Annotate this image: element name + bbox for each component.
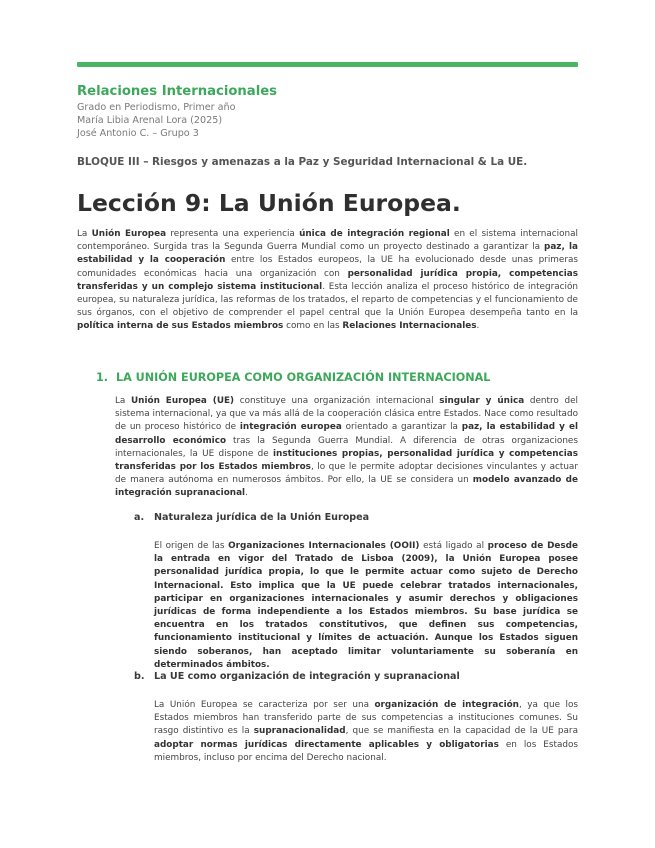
bold-phrase: singular y única — [439, 396, 525, 406]
bold-phrase: personalidad jurídica propia, competencias transferidas y un complejo sistema institucional — [77, 268, 578, 292]
section-1-heading — [96, 370, 578, 385]
subsection-a-heading — [134, 511, 578, 524]
bold-phrase: instituciones propias, personalidad jurídica y competencias transferidas por los Estados miembros — [115, 448, 579, 473]
bold-phrase: modelo avanzado de integración supranacional — [115, 475, 578, 499]
bold-phrase: Unión Europea (UE) — [131, 396, 235, 406]
lesson-name: La Unión Europea. — [218, 189, 461, 217]
section-1-title: LA UNIÓN EUROPEA COMO ORGANIZACIÓN INTERNACIONAL — [116, 371, 491, 384]
bold-phrase: Unión Europea — [91, 229, 167, 239]
bold-phrase: proceso de Desde la entrada en vigor del Tratado de Lisboa (2009), la Unión Europea posee personalidad jurídica propia, lo que le permite actuar como sujeto de Derecho Internacional. Esto implica que la UE puede celebrar tratados internacionales, participar en organizaciones internacionales y asumir derechos y obligaciones jurídicas de forma independiente a los Estados miembros. Su base jurídica se encuentra en los tratados constitutivos, que definen sus competencias, funcionamiento institucional y límites de actuación. Aunque los Estados siguen siendo soberanos, han aceptado limitar voluntariamente su soberanía en determinados ámbitos. — [154, 541, 578, 670]
bold-phrase: organización de integración — [374, 700, 519, 710]
section-1-paragraph: La Unión Europea (UE) constituye una organización internacional singular y única dentro del sistema internacional, ya que va más allá de la cooperación clásica entre Estados. Nace como resultado de un proceso histórico de integración europea orientado a garantizar la paz, la estabilidad y el desarrollo económico tras la Segunda Guerra Mundial. A diferencia de otras organizaciones internacionales, la UE dispone de instituciones propias, personalidad jurídica y competencias transferidas por los Estados miembros, lo que le permite adoptar decisiones vinculantes y actuar de manera autónoma en numerosos ámbitos. Por ello, la UE se considera un modelo avanzado de integración supranacional. — [115, 396, 579, 499]
bold-phrase: paz, la estabilidad y el desarrollo económico — [115, 422, 578, 446]
subsection-b-heading — [134, 670, 578, 683]
bold-phrase: integración europea — [239, 422, 342, 433]
subsection-b-title: La UE como organización de integración y supranacional — [154, 671, 460, 682]
bold-phrase: Organizaciones Internacionales (OOII) — [228, 541, 420, 551]
subsection-b-paragraph: La Unión Europea se caracteriza por ser una organización de integración, ya que los Estados miembros han transferido parte de sus competencias a instituciones comunes. Su rasgo distintivo es la supranacionalidad, que se manifiesta en la capacidad de la UE para adoptar normas jurídicas directamente aplicables y obligatorias en los Estados miembros, incluso por encima del Derecho nacional. — [154, 700, 578, 763]
degree-line: Grado en Periodismo, Primer año — [77, 102, 236, 113]
intro-paragraph: La Unión Europea representa una experiencia única de integración regional en el sistema internacional contemporáneo. Surgida tras la Segunda Guerra Mundial como un proyecto destinado a garantizar la paz, la estabilidad y la cooperación entre los Estados europeos, la UE ha evolucionado desde unas primeras comunidades económicas hacia una organización con personalidad jurídica propia, competencias transferidas y un complejo sistema institucional. Esta lección analiza el proceso histórico de integración europea, su naturaleza jurídica, las reformas de los tratados, el reparto de competencias y el funcionamiento de sus órganos, con el objetivo de comprender el papel central que la Unión Europea desempeña tanto en la política interna de sus Estados miembros como en las Relaciones Internacionales. — [77, 229, 578, 332]
bold-phrase: adoptar normas jurídicas directamente aplicables y obligatorias — [154, 739, 499, 750]
bold-phrase: única de integración regional — [299, 229, 450, 239]
subsection-a-paragraph: El origen de las Organizaciones Internacionales (OOII) está ligado al proceso de Desde la entrada en vigor del Tratado de Lisboa (2009), la Unión Europea posee personalidad jurídica propia, lo que le permite actuar como sujeto de Derecho Internacional. Esto implica que la UE puede celebrar tratados internacionales, participar en organizaciones internacionales y asumir derechos y obligaciones jurídicas de forma independiente a los Estados miembros. Su base jurídica se encuentra en los tratados constitutivos, que definen sus competencias, funcionamiento institucional y límites de actuación. Aunque los Estados siguen siendo soberanos, han aceptado limitar voluntariamente su soberanía en determinados ámbitos. — [154, 541, 578, 670]
lesson-title — [77, 188, 578, 218]
subsection-a-letter: a. — [134, 512, 145, 523]
subsection-a-title: Naturaleza jurídica de la Unión Europea — [154, 512, 370, 523]
section-1-number: 1. — [96, 371, 109, 384]
subsection-b-letter: b. — [134, 671, 145, 682]
bloque-title: BLOQUE III – Riesgos y amenazas a la Paz y Seguridad Internacional & La UE. — [77, 156, 528, 168]
lesson-number: Lección 9: — [77, 189, 211, 217]
professor-line: María Libia Arenal Lora (2025) — [77, 115, 223, 126]
course-title: Relaciones Internacionales — [77, 84, 278, 99]
bold-phrase: Relaciones Internacionales — [342, 321, 477, 332]
bold-phrase: política interna de sus Estados miembros — [77, 321, 284, 332]
author-line: José Antonio C. – Grupo 3 — [77, 128, 199, 139]
document-header — [77, 84, 578, 140]
bold-phrase: supranacionalidad — [253, 726, 346, 737]
bold-phrase: paz, la estabilidad y la cooperación — [77, 242, 578, 266]
top-accent-rule — [77, 62, 578, 67]
